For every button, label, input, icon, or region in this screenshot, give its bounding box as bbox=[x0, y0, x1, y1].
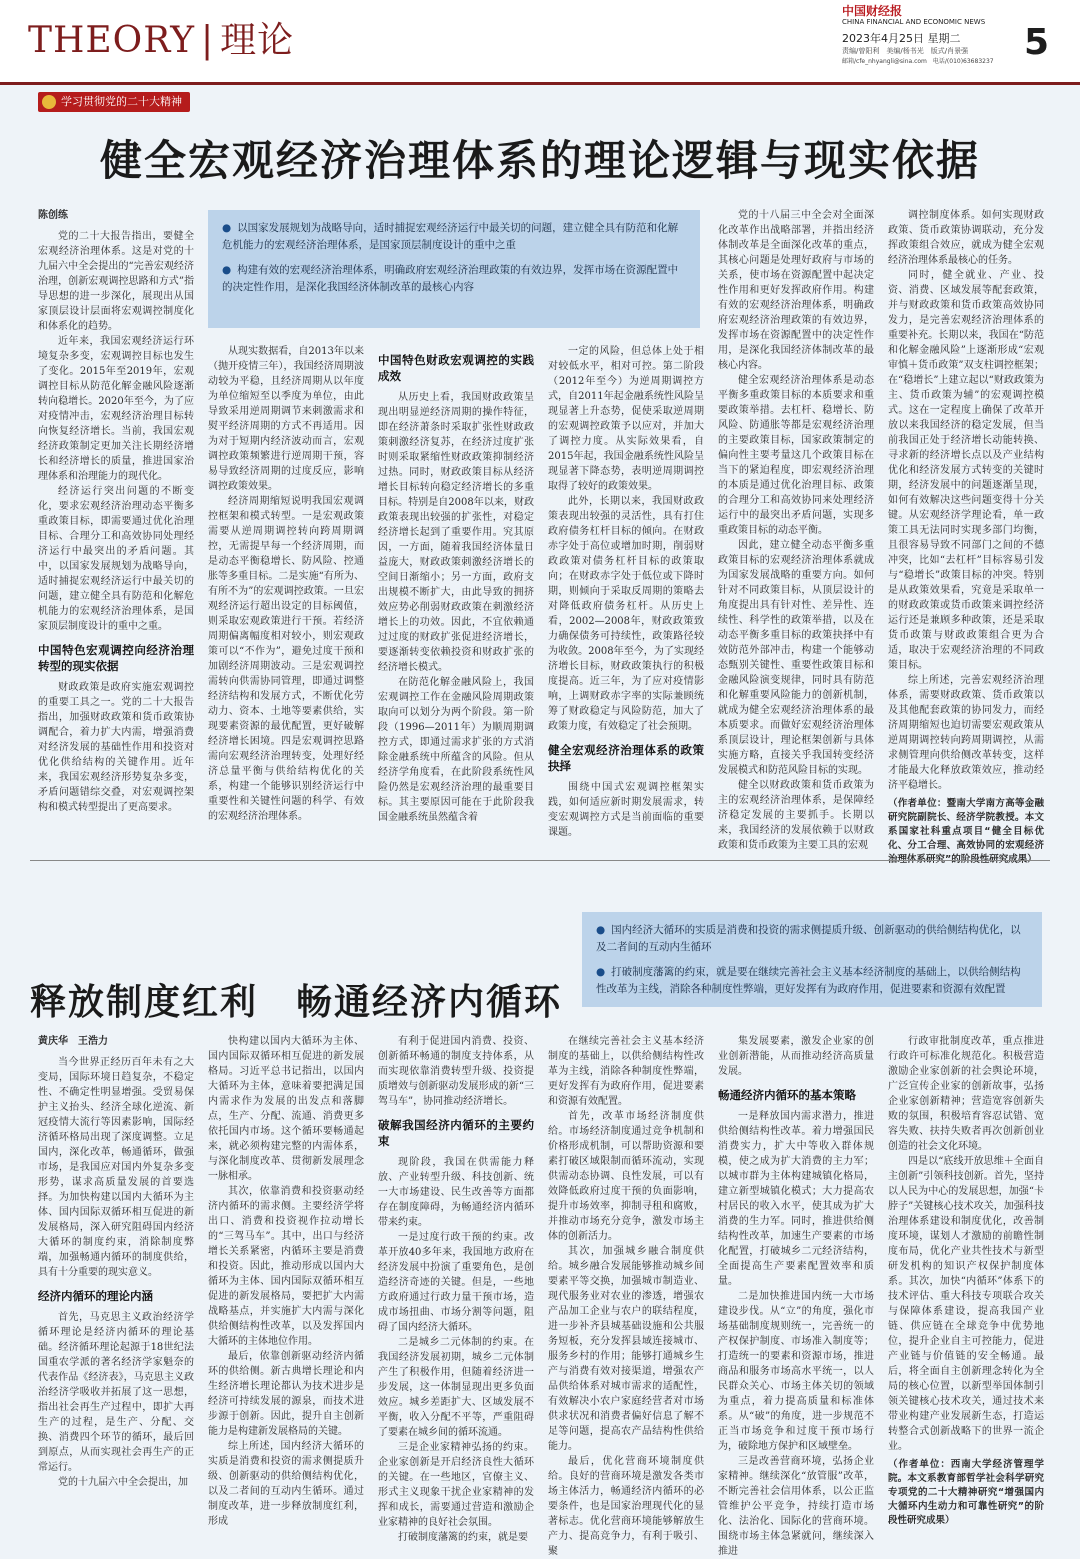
paragraph: 一是释放国内需求潜力，推进供给侧结构性改革。着力增强国民消费实力，扩大中等收入群体规模，使之成为扩大消费的主力军；以城市群为主体构建城镇化格局，建立新型城镇化模式；大力提高农村居民的收入水平，使其成为扩大消费的生力军。同时，推进供给侧结构性改革，加速生产要素的市场化配置，打破城乡二元经济结构，全面提高生产要素配置效率和质量。 bbox=[718, 1111, 874, 1287]
article2-summary-box bbox=[582, 912, 1042, 1007]
paragraph: 党的十八届三中全会对全面深化改革作出战略部署，并指出经济体制改革是全面深化改革的重点，其核心问题是处理好政府与市场的关系，使市场在资源配置中起决定性作用和更好发挥政府作用。构建有效的宏观经济治理体系，明确政府宏观经济治理政策的有效边界，发挥市场在资源配置中的决定性作用，是深化我国经济体制改革的最核心内容。 bbox=[718, 210, 874, 371]
paragraph: 围绕中国式宏观调控框架实践，如何适应新时期发展需求，转变宏观调控方式是当前面临的重要课题。 bbox=[548, 782, 704, 838]
section-divider: | bbox=[200, 20, 215, 61]
paragraph: 其次，加强城乡融合制度供给。城乡融合发展能够推动城乡间要素平等交换，加强城市制造业、现代服务业对农业的渗透，增强农产品加工企业与农户的联结程度，进一步补齐县城基础设施和公共服务短板，充分发挥县域连接城市、服务乡村的作用；能够打通城乡生产与消费有效对接渠道，增强农产品供给体系对城市需求的适配性，有效解决小农户家庭经营者对市场供求状况和消费者偏好信息了解不足等问题，提高农产品结构性供给能力。 bbox=[548, 1246, 704, 1452]
summary-text: 构建有效的宏观经济治理体系，明确政府宏观经济治理政策的有效边界，发挥市场在资源配置中的决定性作用，是深化我国经济体制改革的最核心内容 bbox=[222, 264, 679, 293]
section-title bbox=[28, 12, 294, 63]
article1-author: 陈创练 bbox=[38, 210, 68, 221]
subheading: 经济内循环的理论内涵 bbox=[38, 1289, 153, 1303]
topic-banner bbox=[38, 92, 190, 112]
paragraph: 现阶段，我国在供需能力释放、产业转型升级、科技创新、统一大市场建设、民生改善等方面都存在制度障碍，为畅通经济内循环带来约束。 bbox=[378, 1157, 534, 1228]
article2-authors: 黄庆华 王浩力 bbox=[38, 1036, 108, 1047]
bullet-icon: ● bbox=[222, 222, 232, 234]
article2-column-2 bbox=[208, 1034, 364, 1527]
article1-headline: 健全宏观经济治理体系的理论逻辑与现实依据 bbox=[99, 136, 980, 185]
article-divider bbox=[30, 860, 1050, 861]
article2-column-6 bbox=[888, 1034, 1044, 1526]
summary-point bbox=[222, 262, 686, 296]
paragraph: 首先，马克思主义政治经济学循环理论是经济内循环的理论基础。经济循环理论起源于18世纪法国重农学派的著名经济学家魁奈的代表作品《经济表》，马克思主义政治经济学吸收并拓展了这一思想，指出社会再生产过程中，即扩大再生产的过程，是生产、分配、交换、消费四个环节的循环，最后回到原点，从而实现社会再生产的正常运行。 bbox=[38, 1312, 194, 1473]
paragraph: 同时，健全就业、产业、投资、消费、区域发展等配套政策，并与财政政策和货币政策高效协同发力，是完善宏观经济治理体系的重要补充。长期以来，我国在“防范和化解金融风险”上逐渐形成“宏观审慎＋货币政策”双支柱调控框架；在“稳增长”上建立起以“财政政策为主、货币政策为辅”的宏观调控模式。这在一定程度上确保了改革开放以来我国经济的稳定发展，但当前我国正处于经济增长动能转换、寻求新的经济增长点以及产业结构优化和经济发展方式转变的关键时期，经济发展中的问题逐渐呈现，如何有效解决这些问题变得十分关键。从宏观经济学理论看，单一政策工具无法同时实现多部门均衡，且很容易导致不同部门之间的不德冲突，比如“去杠杆”目标容易引发与“稳增长”政策目标的冲突。特别是从政策效果看，究竟是采取单一的财政政策或货币政策来调控经济运行还是兼顾多种政策，还是采取货币政策与财政政策组合更为合适，取决于宏观经济治理的不同政策目标。 bbox=[888, 270, 1044, 671]
summary-text: 国内经济大循环的实质是消费和投资的需求侧提质升级、创新驱动的供给侧结构优化，以及二者间的互动内生循环 bbox=[596, 924, 1021, 953]
paragraph: 四是以“底线开放思维＋全面自主创新”引领科技创新。首先，坚持以人民为中心的发展思想，加强“卡脖子”关键核心技术攻关，加强科技治理体系建设和制度优化，改善制度环境，谋划人才激励的前瞻性制度布局，优化产业共性技术与新型研发机构的知识产权保护制度体系。其次，加快“内循环”体系下的技术评估、重大科技专项联合攻关与保障体系建设，提高我国产业链、供应链在全球竞争中优势地位，提升企业自主可控能力，促进产业链与价值链的安全畅通。最后，将全面自主创新理念转化为全局的核心位置，以新型举国体制引领关键核心技术攻关，通过技术来带业构建产业发展新生态，打造运转整合式创新战略下的世界一流企业。 bbox=[888, 1156, 1044, 1452]
paragraph: 党的十九届六中全会提出，加 bbox=[58, 1477, 188, 1488]
summary-point bbox=[596, 964, 1028, 998]
summary-point bbox=[596, 922, 1028, 956]
article2-column-1 bbox=[38, 1034, 194, 1514]
paragraph: 经济周期缩短说明我国宏观调控框架和模式转型。一是宏观政策需要从逆周期调控转向跨周期调控，无需提早每一个经济周期，而是动态平衡稳增长、防风险、控通胀等多重目标。二是实施“有所为、有所不为”的宏观调控政策。一旦宏观经济运行超出设定的目标阈值，则采取宏观政策进行干预。若经济周期偏离幅度相对较小，则宏观政策可以“不作为”，避免过度干预和加剧经济周期波动。三是宏观调控需转向供需协同管理，即通过调整经济结构和发展方式，不断优化劳动力、资本、土地等要素供给，实现要素资源的最优配置，更好破解经济增长困境。四是宏观调控思路需向宏观经济治理转变，处理好经济总量平衡与供给结构优化的关系，构建一个能够识别经济运行中重要性和关键性问题的科学、有效的宏观经济治理体系。 bbox=[208, 496, 364, 822]
paragraph: 集发展要素，激发企业家的创业创新潜能，从而推动经济高质量发展。 bbox=[718, 1036, 874, 1077]
summary-point bbox=[222, 220, 686, 254]
summary-text: 打破制度藩篱的约束，就是要在继续完善社会主义基本经济制度的基础上，以供给侧结构性改革为主线，消除各种制度性弊端，更好发挥有为政府作用，促进要素和资源有效配置 bbox=[596, 966, 1021, 995]
masthead bbox=[0, 0, 1080, 85]
bullet-icon: ● bbox=[596, 924, 606, 936]
paragraph: 经济运行突出问题的不断变化，要求宏观经济治理动态平衡多重政策目标，即需要通过优化治理目标、合理分工和高效协同处理经济运行中最突出的矛盾问题。其中，以国家发展规划为战略导向，适时捕捉宏观经济运行中最关切的问题，建立健全具有防范和化解危机能力的宏观经济治理体系，是国家顶层制度设计的重中之重。 bbox=[38, 486, 194, 632]
section-title-en: THEORY bbox=[28, 20, 195, 61]
paragraph: 快构建以国内大循环为主体、国内国际双循环相互促进的新发展格局。习近平总书记指出，以国内大循环为主体，意味着要把满足国内需求作为发展的出发点和落脚点，生产、分配、流通、消费更多依托国内市场。这个循环要畅通起来，就必须构建完整的内需体系，与深化制度改革、贯彻新发展理念一脉相承。 bbox=[208, 1036, 364, 1182]
paragraph: 此外，长期以来，我国财政政策表现出较强的灵活性，具有打住政府债务杠杆目标的倾向。在财政赤字处于高位或增加时期，削弱财政政策对债务杠杆目标的政策取向；在财政赤字处于低位或下降时期，则倾向于采取反周期的策略去对降低政府债务杠杆。从历史上看，2002—2008年，财政政策致力确保债务可持续性，政策路径较为收敛。2008年至今，为了实现经济增长目标，财政政策执行的积极度提高。近三年，为了应对疫情影响，上调财政赤字率的实际兼顾统筹了财政稳定与风险防范，加大了政策力度，有效稳定了社会预期。 bbox=[548, 496, 704, 732]
paragraph: 财政政策是政府实施宏观调控的重要工具之一。党的二十大报告指出，加强财政政策和货币政策协调配合，着力扩大内需，增强消费对经济发展的基础性作用和投资对优化供给结构的关键作用。近年来，我国宏观经济形势复杂多变，矛盾问题错综交叠，对宏观调控架构和模式转型提出了更高要求。 bbox=[38, 682, 194, 813]
article1-column-4 bbox=[548, 344, 704, 848]
paragraph: 一定的风险，但总体上处于相对较低水平，相对可控。第二阶段（2012年至今）为逆周期调控方式，自2011年起金融系统性风险呈现显著上升态势，促使采取逆周期的宏观调控政策予以应对，并加大了调控力度。从实际效果看，自2015年起，我国金融系统性风险呈现显著下降态势，表明逆周期调控取得了较好的政策效果。 bbox=[548, 346, 704, 492]
paragraph: 从现实数据看，自2013年以来（抛开疫情三年），我国经济周期波动较为平稳，且经济周期从以年度为单位缩短至以季度为单位，由此导致采用逆周期调节来刺激需求和熨平经济周期的方式不再适用。因为对于短期内经济波动而言，宏观调控政策频繁进行逆周期干预，容易导致经济周期的过度反应，影响调控政策效果。 bbox=[208, 346, 364, 492]
contact-line: 邮箱/cfe_nhyangli@sina.com 电话/(010)63683237 bbox=[842, 58, 994, 65]
subheading: 畅通经济内循环的基本策略 bbox=[718, 1088, 856, 1102]
paragraph: 健全以财政政策和货币政策为主的宏观经济治理体系，是保障经济稳定发展的主要抓手。长期以来，我国经济的发展依赖于以财政政策和货币政策为主要工具的宏观 bbox=[718, 780, 874, 851]
paragraph: 二是加快推进国内统一大市场建设步伐。从“立”的角度，强化市场基础制度规则统一，完善统一的产权保护制度、市场准入制度等；打造统一的要素和资源市场，推进商品和服务市场高水平统一，以人民群众关心、市场主体关切的领域为重点，着力提高质量和标准体系。从“破”的角度，进一步规范不正当市场竞争和过度干预市场行为，破除地方保护和区域壁垒。 bbox=[718, 1291, 874, 1452]
paragraph: 从历史上看，我国财政政策呈现出明显逆经济周期的操作特征，即在经济萧条时采取扩张性财政政策刺激经济复苏，在经济过度扩张时则采取紧缩性财政政策抑制经济过热。同时，财政政策目标从经济增长目标转向稳定经济增长的多重目标。特别是自2008年以来，财政政策表现出较强的扩张性，对稳定经济增长起到了重要作用。究其原因，一方面，随着我国经济体量日益庞大，财政政策刺激经济增长的空间日渐缩小；另一方面，政府支出规模不断扩大，由此导致的拥挤效应势必削弱财政政策在刺激经济增长上的功效。因此，不宜依赖通过过度的财政扩张促进经济增长，要逐渐转变依赖投资和财政扩张的经济增长模式。 bbox=[378, 392, 534, 673]
paper-name: 中国财经报 bbox=[842, 4, 903, 18]
issue-date: 2023年4月25日 星期二 bbox=[842, 32, 961, 45]
editors-line: 责编/曾阳利 美编/杨书光 版式/肖景强 bbox=[842, 47, 969, 55]
paragraph: 健全宏观经济治理体系是动态平衡多重政策目标的本质要求和重要政策举措。去杠杆、稳增长、防风险、防通胀等都是宏观经济治理的主要政策目标，国家政策制定的偏向性主要考量这几个政策目标在当下的紧迫程度，即宏观经济治理的本质是通过优化治理目标、政策的合理分工和高效协同来处理经济运行中的最突出矛盾问题，实现多重政策目标的动态平衡。 bbox=[718, 375, 874, 536]
page-number: 5 bbox=[1024, 22, 1050, 63]
paragraph: 最后，依靠创新驱动经济内循环的供给侧。新古典增长理论和内生经济增长理论都认为技术进步是经济可持续发展的源泉，而技术进步源于创新。因此，提升自主创新能力是构建新发展格局的关键。 bbox=[208, 1351, 364, 1437]
article1-column-5 bbox=[718, 208, 874, 851]
article1-column-1 bbox=[38, 208, 194, 848]
paragraph: 党的二十大报告指出，要健全宏观经济治理体系。这是对党的十九届六中全会提出的“完善宏观经济治理，创新宏观调控思路和方式”指导思想的进一步深化，展现出从国家顶层设计层面将宏观调控制度化和体系化的趋势。 bbox=[38, 231, 194, 332]
paper-name-en: CHINA FINANCIAL AND ECONOMIC NEWS bbox=[842, 18, 986, 26]
author-note: （作者单位：西南大学经济管理学院。本文系教育部哲学社会科学研究专项党的二十大精神研究“增强国内大循环内生动力和可靠性研究”的阶段性研究成果） bbox=[888, 1459, 1044, 1526]
article2-column-5 bbox=[718, 1034, 874, 1557]
paragraph: 因此，建立健全动态平衡多重政策目标的宏观经济治理体系就成为国家发展战略的重要方向。如何针对不同政策目标，从顶层设计的角度提出具有针对性、差异性、连续性、科学性的政策举措，以及在动态平衡多重目标的政策抉择中有效防范外部冲击，构建一个能够动态甄别关键性、重要性政策目标和金融风险演变规律，同时具有防范和化解重要风险能力的创新机制，就成为健全宏观经济治理体系的最本质要求。而做好宏观经济治理体系顶层设计，理论框架创新与具体实施方略，直接关乎我国转变经济发展模式和防范风险目标的实现。 bbox=[718, 540, 874, 776]
paragraph: 三是改善营商环境，弘扬企业家精神。继续深化“放管服”改革，不断完善社会信用体系，以公正监管维护公平竞争，持续打造市场化、法治化、国际化的营商环境。围绕市场主体急紧就问，继续深入推进 bbox=[718, 1456, 874, 1557]
subheading: 中国特色财政宏观调控的实践成效 bbox=[378, 353, 534, 383]
subheading: 中国特色宏观调控向经济治理转型的现实依据 bbox=[38, 643, 194, 673]
summary-text: 以国家发展规划为战略导向，适时捕捉宏观经济运行中最关切的问题，建立健全具有防范和化解危机能力的宏观经济治理体系，是国家顶层制度设计的重中之重 bbox=[222, 222, 679, 251]
section-title-cn: 理论 bbox=[220, 20, 295, 61]
article1-column-6 bbox=[888, 208, 1044, 851]
article2-headline: 释放制度红利 畅通经济内循环 bbox=[30, 981, 563, 1023]
article2-column-4 bbox=[548, 1034, 704, 1557]
party-emblem-icon bbox=[42, 95, 56, 109]
paragraph: 最后，优化营商环境制度供给。良好的营商环境是激发各类市场主体活力，畅通经济内循环的必要条件，也是国家治理现代化的显著标志。优化营商环境能够解放生产力、提高竞争力，有利于吸引、聚 bbox=[548, 1456, 704, 1557]
bullet-icon: ● bbox=[222, 264, 232, 276]
paragraph: 打破制度藩篱的约束，就是要 bbox=[398, 1532, 528, 1543]
article1-column-3 bbox=[378, 344, 534, 848]
paragraph: 近年来，我国宏观经济运行环境复杂多变，宏观调控目标也发生了变化。2015年至2019年，宏观调控目标从防范化解金融风险逐渐转向稳增长。2020年至今，为了应对疫情冲击，宏观经济治理目标转向恢复经济增长。当前，我国宏观经济政策制定更加关注长期经济增长和经济增长的质量，推进国家治理体系和治理能力的现代化。 bbox=[38, 336, 194, 482]
paragraph: 调控制度体系。如何实现财政政策、货币政策协调联动，充分发挥政策组合效应，就成为健全宏观经济治理体系最核心的任务。 bbox=[888, 210, 1044, 266]
paragraph: 行政审批制度改革，重点推进行政许可标准化规范化。积极营造激励企业家创新的社会舆论环境，广泛宣传企业家的创新故事，弘扬企业家创新精神；营造宽容创新失败的氛围，积极培育容忍试错、宽容失败、扶持失败者再次创新创业创造的社会文化环境。 bbox=[888, 1036, 1044, 1152]
paragraph: 有利于促进国内消费、投资、创新循环畅通的制度支持体系，从而实现依靠消费转型升级、投资提质增效与创新驱动发展形成的新“三驾马车”，协同推动经济增长。 bbox=[378, 1036, 534, 1107]
article2-column-3 bbox=[378, 1034, 534, 1543]
paragraph: 在防范化解金融风险上，我国宏观调控工作在金融风险周期政策取向可以划分为两个阶段。第一阶段（1996—2011年）为顺周期调控方式，即通过需求扩张的方式消除金融系统中所蕴含的风险。但从经济学角度看，在此阶段系统性风险仍然是宏观经济治理的最重要目标。其主要原因可能在于此阶段我国金融系统虽然蕴含着 bbox=[378, 677, 534, 823]
paragraph: 综上所述，国内经济大循环的实质是消费和投资的需求侧提质升级、创新驱动的供给侧结构优化，以及二者间的互动内生循环。通过制度改革，进一步释放制度红利，形成 bbox=[208, 1441, 364, 1527]
paragraph: 在继续完善社会主义基本经济制度的基础上，以供给侧结构性改革为主线，消除各种制度性弊端，更好发挥有为政府作用，促进要素和资源有效配置。 bbox=[548, 1036, 704, 1107]
paragraph: 一是过度行政干预的约束。改革开放40多年来，我国地方政府在经济发展中扮演了重要角色，是创造经济奇迹的关键。但是，一些地方政府通过行政力量干预市场，造成市场扭曲、市场分割等问题，阻碍了国内经济大循环。 bbox=[378, 1232, 534, 1333]
paragraph: 二是城乡二元体制的约束。在我国经济发展初期，城乡二元体制产生了积极作用，但随着经济进一步发展，这一体制显现出更多负面效应。城乡差距扩大、区域发展不平衡，收入分配不平等，严重阻碍了要素在城乡间的循环流通。 bbox=[378, 1337, 534, 1438]
paragraph: 当今世界正经历百年未有之大变局，国际环境日趋复杂，不稳定性、不确定性明显增强。受贸易保护主义抬头、经济全球化逆流、新冠疫情大流行等因素影响，国际经济循环格局出现了深度调整。立足国内，深化改革，畅通循环，做强市场，是我国应对国内外复杂多变形势，谋求高质量发展的首要选择。为加快构建以国内大循环为主体、国内国际双循环相互促进的新发展格局，深入研究阻碍国内经济大循环的制度约束，消除制度弊端，加强畅通内循环的制度供给，具有十分重要的现实意义。 bbox=[38, 1057, 194, 1278]
topic-banner-label: 学习贯彻党的二十大精神 bbox=[61, 95, 182, 108]
article1-summary-box bbox=[208, 210, 700, 328]
subheading: 健全宏观经济治理体系的政策抉择 bbox=[548, 743, 704, 773]
author-note: （作者单位：暨南大学南方高等金融研究院副院长、经济学院教授。本文系国家社科重点项目“健全目标优化、分工合理、高效协同的宏观经济 bbox=[888, 798, 1044, 851]
article1-column-2 bbox=[208, 344, 364, 848]
paragraph: 其次，依靠消费和投资驱动经济内循环的需求侧。主要经济学将出口、消费和投资视作拉动增长的“三驾马车”。其中，出口与经济增长关系紧密，内循环主要是消费和投资。因此，推动形成以国内大循环为主体、国内国际双循环相互促进的新发展格局，要把扩大内需战略基点，并实施扩大内需与深化供给侧结构性改革，以及发挥国内大循环的主体地位作用。 bbox=[208, 1186, 364, 1347]
subheading: 破解我国经济内循环的主要约束 bbox=[378, 1118, 534, 1148]
bullet-icon: ● bbox=[596, 966, 606, 978]
paragraph: 三是企业家精神弘扬的约束。企业家创新是开启经济良性大循环的关键。在一些地区，官僚主义、形式主义现象干扰企业家精神的发挥和成长，需要通过营造和激励企业家精神的良好社会氛围。 bbox=[378, 1442, 534, 1528]
paragraph: 综上所述，完善宏观经济治理体系，需要财政政策、货币政策以及其他配套政策的协同发力，而经济周期缩短也迫切需要宏观政策从逆周期调控转向跨周期调控，从需求侧管理向供给侧改革转变，这样才能最大化释放政策效应，推动经济平稳增长。 bbox=[888, 675, 1044, 791]
paragraph: 首先，改革市场经济制度供给。市场经济制度通过竞争机制和价格形成机制，可以帮助资源和要素打破区域限制而循环流动，实现供需动态协调、良性发展，可以有效降低政府过度干预的负面影响，提升市场效率，抑制寻租和腐败，并推动市场充分竞争，激发市场主体的创新活力。 bbox=[548, 1111, 704, 1242]
